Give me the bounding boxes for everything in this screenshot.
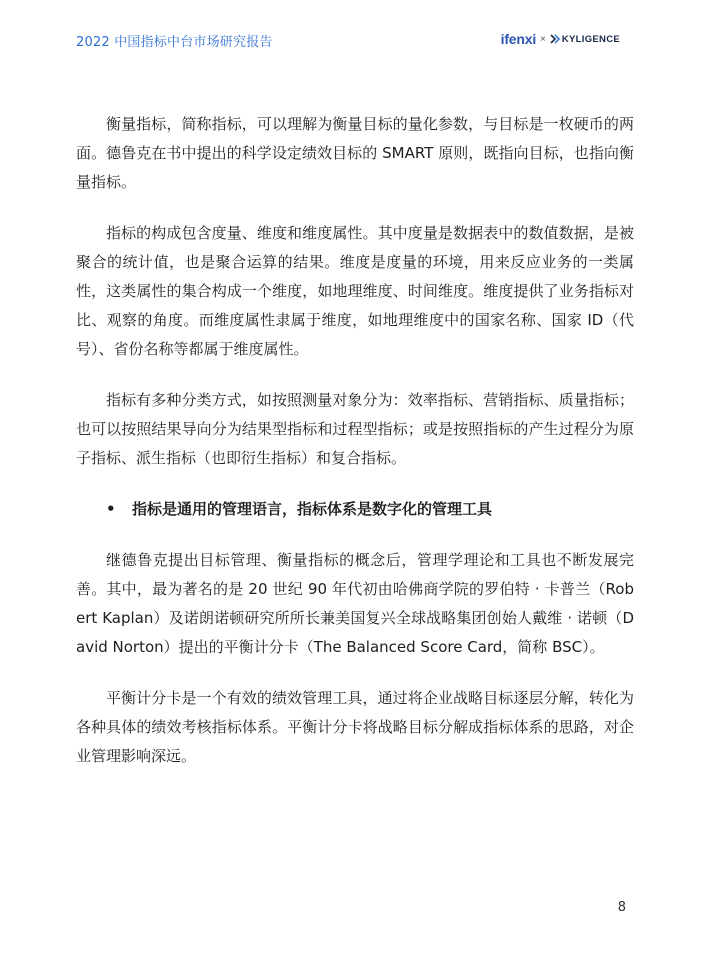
page-number: 8 xyxy=(617,900,626,915)
paragraph-balanced-scorecard-origin: 继德鲁克提出目标管理、衡量指标的概念后，管理学理论和工具也不断发展完善。其中，最为著名的是 20 世纪 90 年代初由哈佛商学院的罗伯特 · 卡普兰（Robert Kaplan）及诺朗诺顿研究所所长兼美国复兴全球战略集团创始人戴维 · 诺顿（David Norton）提出的平衡计分卡（The Balanced Score Card，简称 BSC）。 xyxy=(76,551,634,656)
paragraph-metric-classification: 指标有多种分类方式，如按照测量对象分为：效率指标、营销指标、质量指标；也可以按照结果导向分为结果型指标和过程型指标；或是按照指标的产生过程分为原子指标、派生指标（也即衍生指标）和复合指标。 xyxy=(76,391,634,467)
partner-logos xyxy=(501,31,620,47)
report-title: 2022 中国指标中台市场研究报告 xyxy=(76,35,273,50)
section-bullet-heading xyxy=(76,495,634,524)
logo-separator: × xyxy=(540,33,546,45)
paragraph-metric-definition: 衡量指标，简称指标，可以理解为衡量目标的量化参数，与目标是一枚硬币的两面。德鲁克在书中提出的科学设定绩效目标的 SMART 原则，既指向目标，也指向衡量指标。 xyxy=(76,115,634,191)
kyligence-mark-icon xyxy=(550,34,560,44)
page-header xyxy=(0,0,710,58)
paragraph-balanced-scorecard-impact: 平衡计分卡是一个有效的绩效管理工具，通过将企业战略目标逐层分解，转化为各种具体的绩效考核指标体系。平衡计分卡将战略目标分解成指标体系的思路，对企业管理影响深远。 xyxy=(76,689,634,765)
ifenxi-logo: ifenxi xyxy=(500,31,537,47)
bullet-heading-text: 指标是通用的管理语言，指标体系是数字化的管理工具 xyxy=(132,500,493,518)
bullet-marker: • xyxy=(106,500,116,518)
page-body xyxy=(76,110,634,793)
kyligence-logo: KYLIGENCE xyxy=(561,33,620,45)
paragraph-metric-composition: 指标的构成包含度量、维度和维度属性。其中度量是数据表中的数值数据，是被聚合的统计值，也是聚合运算的结果。维度是度量的环境，用来反应业务的一类属性，这类属性的集合构成一个维度，如地理维度、时间维度。维度提供了业务指标对比、观察的角度。而维度属性隶属于维度，如地理维度中的国家名称、国家 ID（代号）、省份名称等都属于维度属性。 xyxy=(76,224,634,358)
